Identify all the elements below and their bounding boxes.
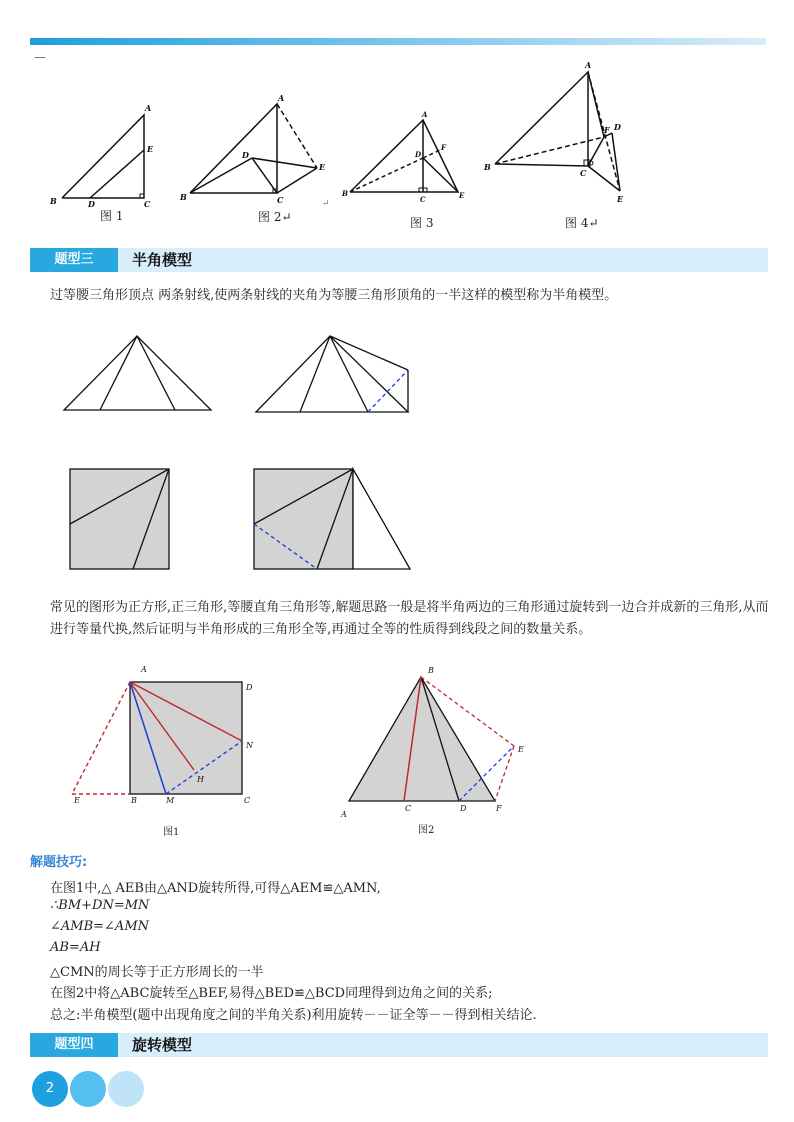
tips-line-6: 在图2中将△ABC旋转至△BEF,易得△BED≌△BCD同理得到边角之间的关系;: [50, 986, 493, 1001]
section-header-type4: [30, 1033, 768, 1057]
common-paragraph: 常见的图形为正方形,正三角形,等腰直角三角形等,解题思路一般是将半角两边的三角形通过旋转到一边合并成新的三角形,从而进行等量代换,然后证明与半角形成的三角形全等,再通过全等的性质得到线段之间的数量关系。: [50, 600, 769, 637]
fig1-label-d: D: [88, 199, 95, 209]
fig3-label-d: D: [415, 150, 422, 159]
fig4-label-e: E: [617, 194, 624, 204]
ex2-label-c: C: [405, 804, 412, 813]
fig2-label-d: D: [242, 150, 249, 160]
example-figure-2: [338, 660, 538, 820]
ex1-label-c: C: [244, 796, 251, 805]
ex1-label-n: N: [246, 741, 253, 750]
ex1-label-d: D: [246, 683, 253, 692]
fig1-label-b: B: [50, 196, 57, 206]
fig4-label-b: B: [484, 162, 491, 172]
section-title: 旋转模型: [132, 1036, 193, 1054]
ex1-label-e: E: [74, 796, 80, 805]
fig1-label-c: C: [144, 199, 151, 209]
ex1-label-m: M: [166, 796, 175, 805]
tips-line-2: ∴BM+DN=MN: [50, 898, 150, 913]
ex2-label-a: A: [341, 810, 347, 819]
top-figure-1: [48, 100, 168, 210]
fig2-return-mark: ↵: [322, 199, 330, 209]
tips-line-5: △CMN的周长等于正方形周长的一半: [50, 965, 264, 980]
fig3-label-f: F: [441, 143, 446, 152]
fig2-label-e: E: [319, 162, 326, 172]
ex1-label-h: H: [197, 775, 204, 784]
section-title: 半角模型: [132, 251, 193, 269]
ex2-label-e: E: [518, 745, 524, 754]
ex2-label-b: B: [428, 666, 434, 675]
header-dash: —: [34, 50, 46, 64]
tips-line-1: 在图1中,△ AEB由△AND旋转所得,可得△AEM≌△AMN,: [50, 881, 381, 896]
top-figure-4: [480, 60, 640, 210]
half-angle-square-b: [250, 466, 415, 572]
top-figure-3: [338, 105, 478, 215]
fig2-label-a: A: [278, 93, 285, 103]
ex1-label-a: A: [141, 665, 147, 674]
section-header-type3: [30, 248, 768, 272]
top-accent-bar: [30, 38, 766, 45]
intro-paragraph: 过等腰三角形顶点 两条射线,使两条射线的夹角为等腰三角形顶角的一半这样的模型称为半角模型。: [50, 288, 618, 303]
top-figure-4-caption: 图 4↵: [565, 216, 599, 230]
fig4-label-a: A: [585, 60, 592, 70]
section-tag: 题型四: [30, 1033, 118, 1057]
fig3-label-a: A: [422, 110, 428, 119]
footer-circle-decoration: [70, 1071, 106, 1107]
page-number-badge: 2: [32, 1071, 68, 1107]
section-tag: 题型三: [30, 248, 118, 272]
fig2-label-b: B: [180, 192, 187, 202]
fig1-label-a: A: [145, 103, 152, 113]
ex1-label-b: B: [131, 796, 137, 805]
top-figure-3-caption: 图 3: [410, 216, 434, 230]
half-angle-square-a: [66, 466, 172, 572]
footer-circle-decoration-light: [108, 1071, 144, 1107]
top-figure-2-caption: 图 2↵: [258, 210, 292, 224]
fig4-label-d: D: [614, 122, 621, 132]
fig3-label-e: E: [459, 191, 465, 200]
half-angle-triangle-b: [250, 332, 415, 414]
fig4-label-f: F: [604, 125, 610, 135]
example-figure-1: [64, 660, 264, 812]
top-figure-1-caption: 图 1: [100, 209, 124, 223]
fig4-label-c: C: [580, 168, 587, 178]
fig3-label-c: C: [420, 195, 426, 204]
ex2-label-f: F: [496, 804, 502, 813]
tips-line-3: ∠AMB=∠AMN: [50, 919, 150, 934]
tips-line-4: AB=AH: [50, 940, 101, 955]
fig3-label-b: B: [342, 189, 348, 198]
top-figure-2: [178, 92, 338, 210]
half-angle-triangle-a: [60, 332, 215, 414]
ex2-label-d: D: [460, 804, 467, 813]
tips-line-7: 总之:半角模型(题中出现角度之间的半角关系)利用旋转－－证全等－－得到相关结论.: [50, 1008, 537, 1023]
tips-heading: 解题技巧:: [30, 855, 88, 870]
fig1-label-e: E: [147, 144, 154, 154]
fig2-label-c: C: [277, 195, 284, 205]
example-figure-1-caption: 图1: [163, 827, 180, 838]
example-figure-2-caption: 图2: [418, 825, 435, 836]
